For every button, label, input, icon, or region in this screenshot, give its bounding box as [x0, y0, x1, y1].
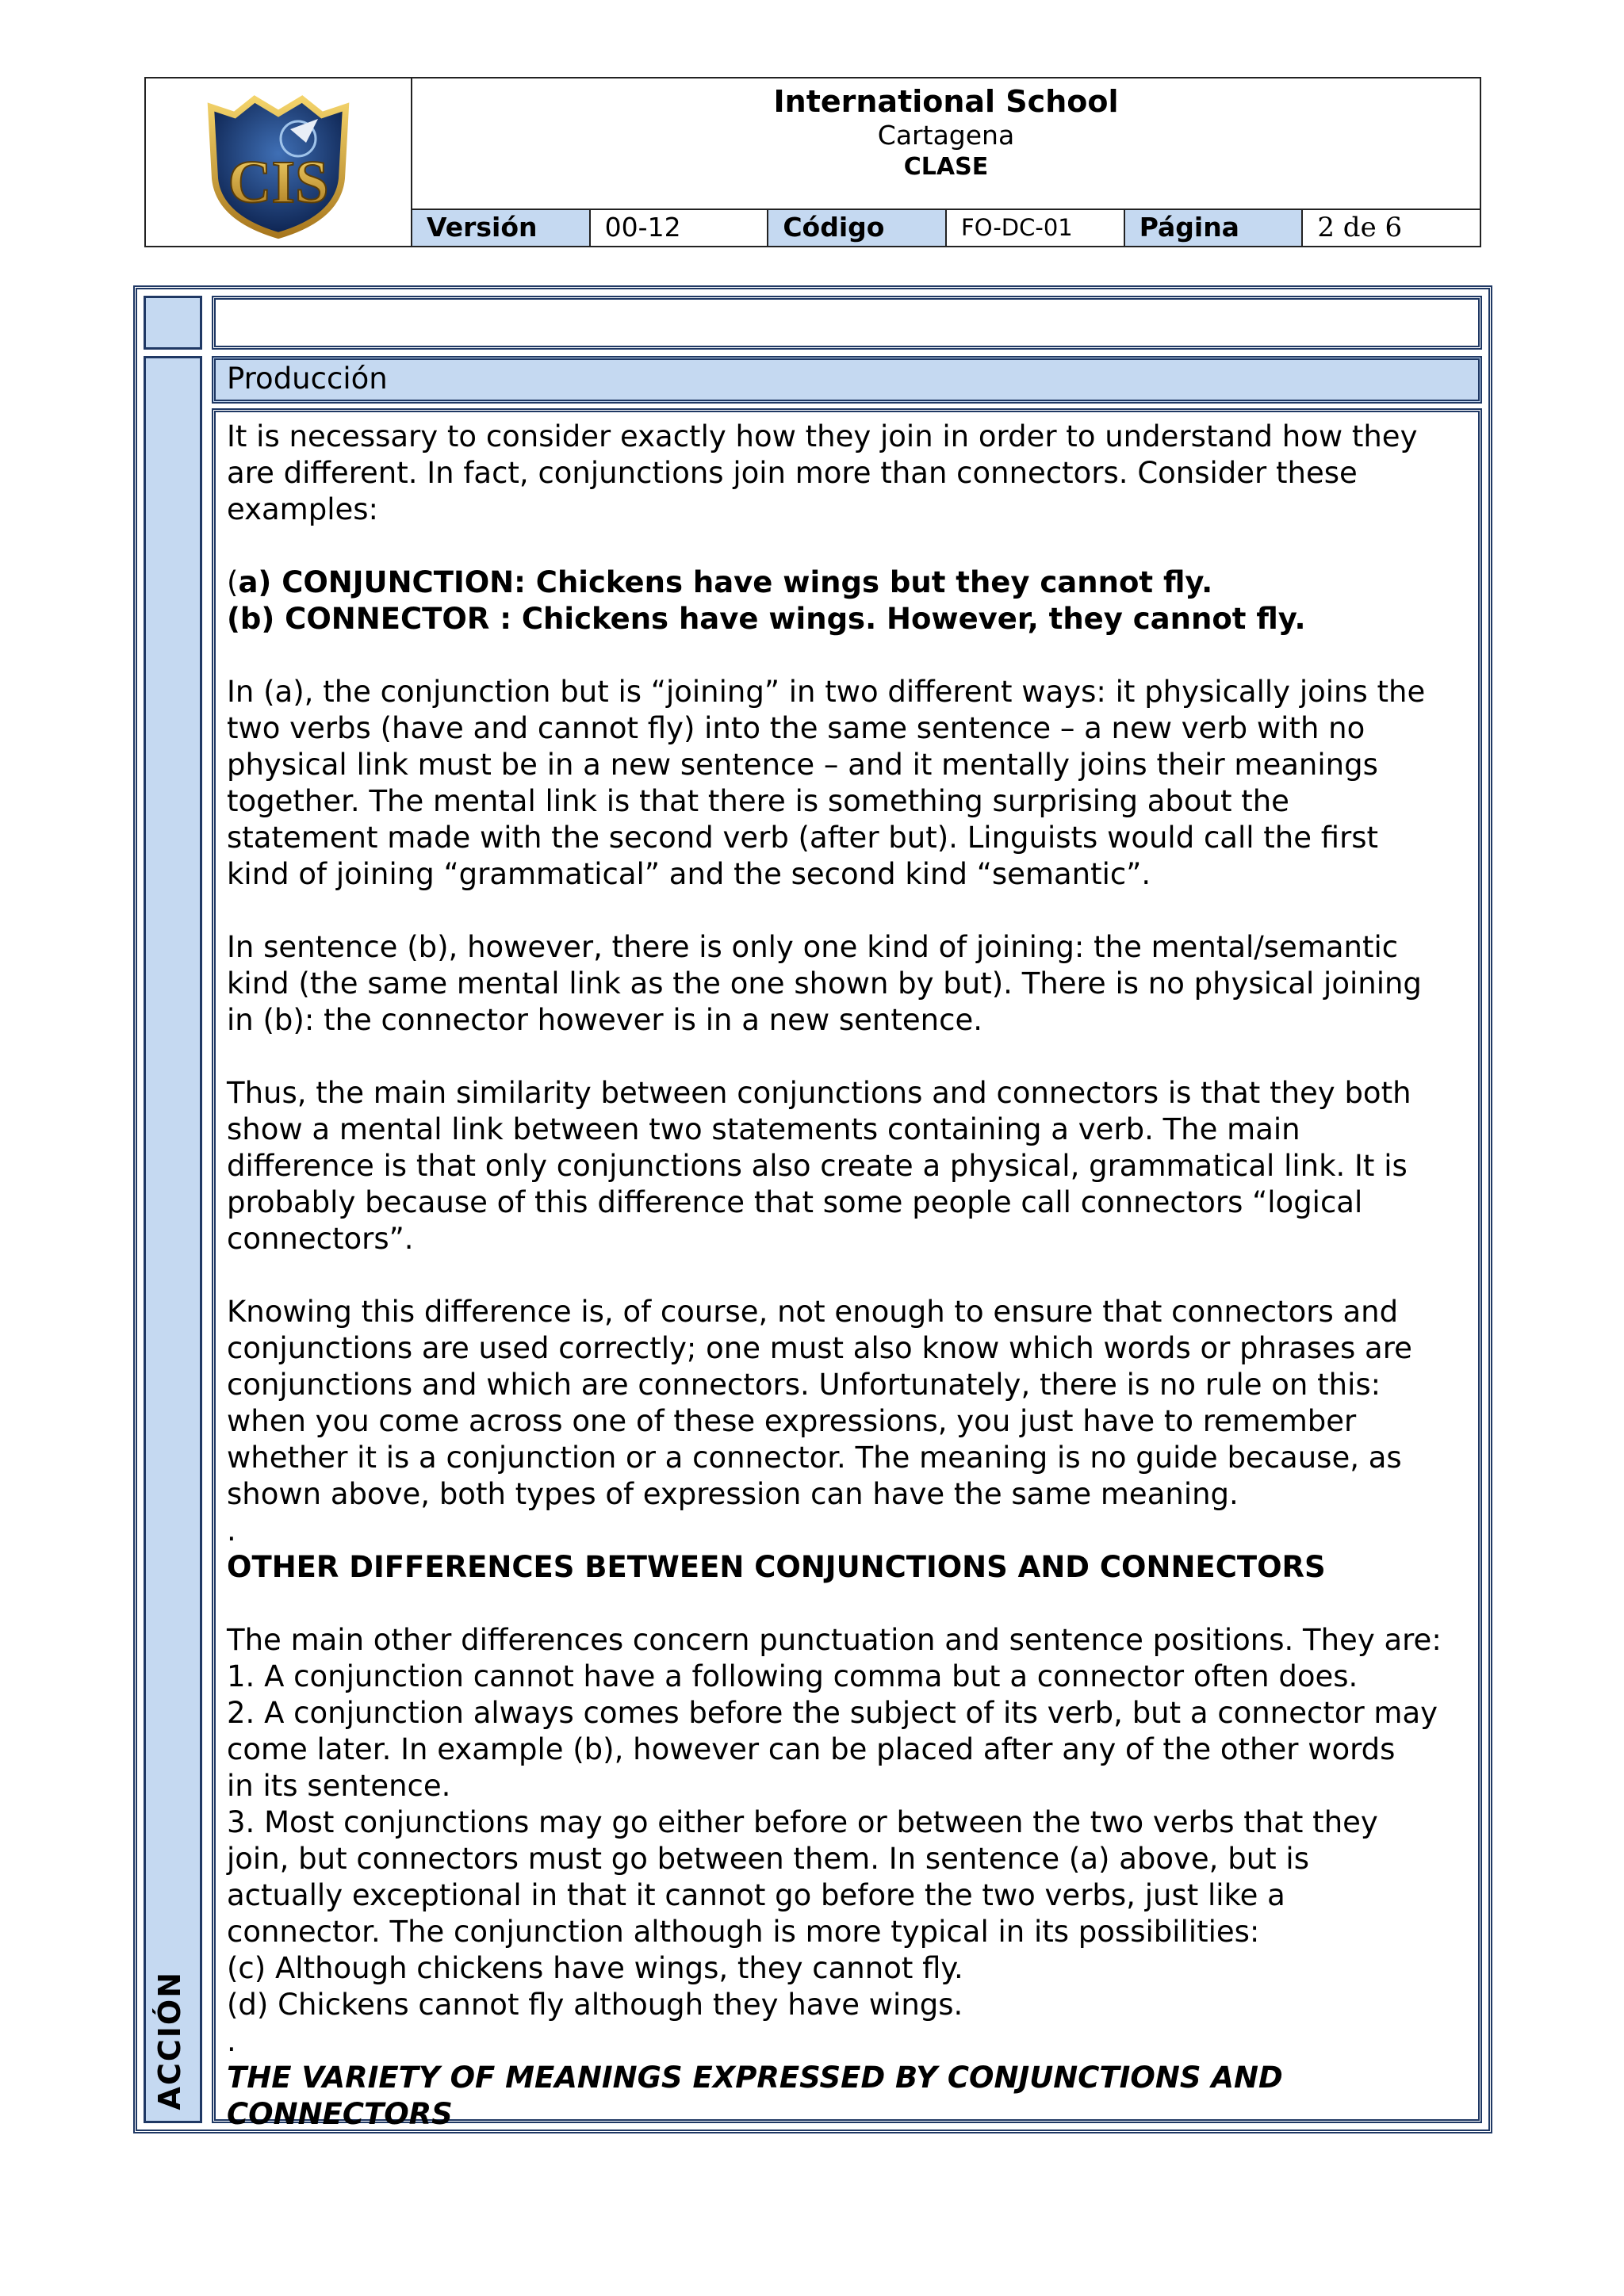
para-b-line: In sentence (b), however, there is only one kind of joining: the mental/semantic — [227, 930, 1399, 964]
separator-dot: . — [227, 2024, 236, 2058]
para-a-line: statement made with the second verb (after but). Linguists would call the first — [227, 821, 1379, 855]
code-label: Código — [768, 210, 947, 246]
page-value: 2 de 6 — [1317, 212, 1403, 243]
logo-cell — [146, 78, 412, 246]
section-title: Producción — [212, 356, 1482, 404]
para-other-line: 2. A conjunction always comes before the subject of its verb, but a connector may — [227, 1696, 1438, 1730]
example-a-text: a) CONJUNCTION: Chickens have wings but they cannot fly. — [238, 565, 1213, 599]
para-thus-line: Thus, the main similarity between conjunctions and connectors is that they both — [227, 1076, 1411, 1110]
para-other-line: in its sentence. — [227, 1769, 451, 1803]
para-b-line: kind (the same mental link as the one shown by but). There is no physical joining — [227, 966, 1422, 1001]
para-other-line: (d) Chickens cannot fly although they have wings. — [227, 1988, 963, 2022]
school-city: Cartagena — [877, 120, 1015, 151]
para-a-line: two verbs (have and cannot fly) into the same sentence – a new verb with no — [227, 711, 1365, 745]
content-frame — [133, 285, 1492, 2133]
side-column-main-cell — [144, 356, 202, 2123]
heading-other-differences: OTHER DIFFERENCES BETWEEN CONJUNCTIONS AND CONNECTORS — [227, 1550, 1326, 1584]
para-other-line: actually exceptional in that it cannot go before the two verbs, just like a — [227, 1878, 1285, 1912]
para-other-line: (c) Although chickens have wings, they cannot fly. — [227, 1951, 963, 1985]
para-other-line: connector. The conjunction although is more typical in its possibilities: — [227, 1915, 1260, 1949]
para-thus-line: show a mental link between two statements containing a verb. The main — [227, 1112, 1300, 1146]
document-type: CLASE — [903, 153, 989, 181]
para-knowing-line: when you come across one of these expressions, you just have to remember — [227, 1404, 1357, 1438]
separator-dot: . — [227, 1513, 236, 1548]
para-thus-line: probably because of this difference that some people call connectors “logical — [227, 1185, 1363, 1219]
example-a-prefix: ( — [227, 565, 239, 599]
para-b-line: in (b): the connector however is in a new sentence. — [227, 1003, 982, 1037]
heading-variety: THE VARIETY OF MEANINGS EXPRESSED BY CONJUNCTIONS AND — [227, 2061, 1283, 2095]
para-a-line: together. The mental link is that there is something surprising about the — [227, 784, 1289, 818]
para-other-line: 3. Most conjunctions may go either before or between the two verbs that they — [227, 1805, 1378, 1839]
page-label: Página — [1125, 210, 1304, 246]
side-column-top-cell — [144, 296, 202, 350]
para-a-line: In (a), the conjunction but is “joining” in two different ways: it physically joins the — [227, 675, 1426, 709]
para-knowing-line: conjunctions and which are connectors. Unfortunately, there is no rule on this: — [227, 1368, 1381, 1402]
para-other-line: The main other differences concern punctuation and sentence positions. They are: — [227, 1623, 1442, 1657]
para-thus-line: difference is that only conjunctions also create a physical, grammatical link. It is — [227, 1149, 1408, 1183]
para-thus-line: connectors”. — [227, 1222, 414, 1256]
svg-text:CIS: CIS — [228, 148, 329, 216]
example-b: (b) CONNECTOR : Chickens have wings. However, they cannot fly. — [227, 602, 1306, 636]
intro-line: examples: — [227, 492, 378, 526]
side-column — [144, 296, 202, 2123]
version-value: 00-12 — [591, 210, 769, 246]
example-a — [227, 564, 1473, 601]
header-meta-row — [412, 209, 1480, 246]
school-name: International School — [773, 84, 1119, 119]
para-knowing-line: whether it is a conjunction or a connector. The meaning is no guide because, as — [227, 1441, 1402, 1475]
para-other-line: come later. In example (b), however can be placed after any of the other words — [227, 1732, 1396, 1766]
intro-line: It is necessary to consider exactly how they join in order to understand how they — [227, 419, 1418, 453]
para-knowing-line: conjunctions are used correctly; one must also know which words or phrases are — [227, 1331, 1412, 1365]
heading-variety: CONNECTORS — [227, 2097, 453, 2131]
version-label: Versión — [412, 210, 591, 246]
section-body — [212, 408, 1482, 2131]
document-header — [144, 77, 1481, 247]
para-other-line: join, but connectors must go between them. In sentence (a) above, but is — [227, 1842, 1309, 1876]
para-knowing-line: Knowing this difference is, of course, not enough to ensure that connectors and — [227, 1295, 1399, 1329]
empty-top-row — [212, 296, 1482, 350]
header-title-block — [412, 78, 1480, 209]
para-a-line: kind of joining “grammatical” and the second kind “semantic”. — [227, 857, 1151, 891]
para-a-line: physical link must be in a new sentence – and it mentally joins their meanings — [227, 748, 1378, 782]
intro-line: are different. In fact, conjunctions join more than connectors. Consider these — [227, 456, 1358, 490]
para-knowing-line: shown above, both types of expression can have the same meaning. — [227, 1477, 1239, 1511]
side-label-accion: ACCIÓN — [152, 1970, 187, 2110]
school-logo — [179, 83, 377, 242]
para-other-line: 1. A conjunction cannot have a following comma but a connector often does. — [227, 1659, 1358, 1693]
code-value: FO-DC-01 — [947, 210, 1125, 246]
